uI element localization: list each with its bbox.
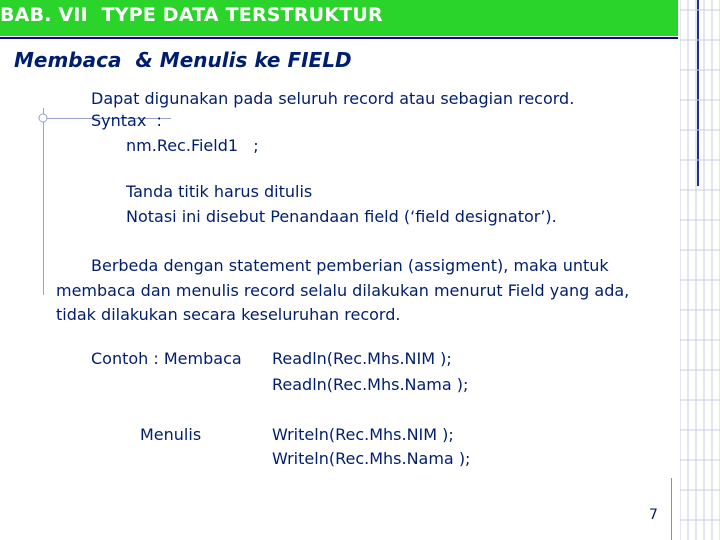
title-banner — [0, 0, 678, 36]
body-line-syntax-label: Syntax : — [91, 111, 162, 130]
body-line-syntax-code: nm.Rec.Field1 ; — [126, 136, 259, 155]
body-line-dot-note: Tanda titik harus ditulis — [126, 182, 313, 201]
example-write-code-2: Writeln(Rec.Mhs.Nama ); — [272, 449, 471, 468]
section-heading: Membaca & Menulis ke FIELD — [14, 48, 352, 72]
decorative-grid — [680, 0, 720, 540]
body-line-usage: Dapat digunakan pada seluruh record atau sebagian record. — [91, 89, 575, 108]
title-underline — [0, 37, 678, 39]
page-number-rule — [671, 478, 672, 540]
example-read-code-1: Readln(Rec.Mhs.NIM ); — [272, 349, 452, 368]
paragraph-line-3: tidak dilakukan secara keseluruhan record. — [56, 305, 401, 324]
example-write-label: Menulis — [140, 425, 202, 444]
example-read-code-2: Readln(Rec.Mhs.Nama ); — [272, 375, 469, 394]
paragraph-line-2: membaca dan menulis record selalu dilakukan menurut Field yang ada, — [56, 281, 630, 300]
slide-title: BAB. VII TYPE DATA TERSTRUKTUR — [0, 4, 383, 26]
circle-bullet-icon — [38, 113, 48, 123]
example-write-code-1: Writeln(Rec.Mhs.NIM ); — [272, 425, 454, 444]
paragraph-line-1: Berbeda dengan statement pemberian (assigment), maka untuk — [91, 256, 609, 275]
body-line-designator-note: Notasi ini disebut Penandaan field (‘field designator’). — [126, 207, 557, 226]
example-read-label: Contoh : Membaca — [91, 349, 242, 368]
decorative-vertical-line — [43, 108, 44, 295]
page-number: 7 — [649, 507, 658, 523]
